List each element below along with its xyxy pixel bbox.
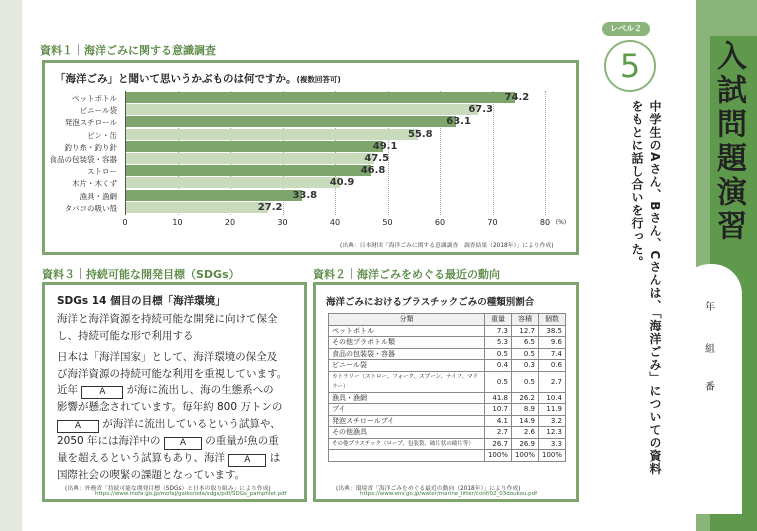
side-panel: [598, 0, 757, 531]
table-cell: 2.6: [511, 427, 538, 439]
table-cell: 10.7: [484, 404, 511, 416]
table-cell: 7.4: [538, 348, 565, 360]
prompt-text: 中学生のAさん、Bさん、Cさんは、「海洋ごみ」についての資料 をもとに話し合いを行った。: [630, 100, 662, 476]
category-label: ビン・缶: [87, 130, 117, 140]
table-cell: 14.9: [511, 415, 538, 427]
table-row: [329, 415, 566, 427]
plastic-table-box: [313, 282, 579, 502]
sdgs-url: https://www.mofa.go.jp/mofaj/gaiko/oda/sdgs/pdf/SDGs_pamphlet.pdf: [95, 491, 287, 497]
category-label: 釣り糸・釣り針: [64, 142, 117, 152]
table-cell: その他漁具: [329, 427, 485, 439]
table-header-cell: 重量: [484, 314, 511, 326]
number-label: 番: [705, 382, 715, 393]
exam-title: 入試問題演習: [711, 40, 746, 244]
table-cell: 10.4: [538, 392, 565, 404]
bar: [125, 92, 515, 103]
x-tick-label: 80: [539, 218, 551, 227]
sdgs-box: [42, 282, 307, 502]
table-row: [329, 371, 566, 392]
table-cell: 0.3: [511, 360, 538, 372]
table-cell: 26.9: [511, 438, 538, 450]
blank-a: A: [164, 437, 202, 450]
x-tick-label: 10: [172, 218, 183, 227]
category-label: ペットボトル: [72, 94, 117, 103]
table-row: [329, 392, 566, 404]
chart-source: (出典：日本財団「海洋ごみに関する意識調査 調査結果（2018年）」により作成): [340, 243, 554, 249]
table-row: [329, 348, 566, 360]
table-cell: 3.2: [538, 415, 565, 427]
table-cell: 38.5: [538, 325, 565, 337]
table-cell: ブイ: [329, 404, 485, 416]
table-cell: 26.7: [484, 438, 511, 450]
table-cell: 8.9: [511, 404, 538, 416]
category-label: ストロー: [87, 167, 117, 177]
table-cell: 100%: [484, 450, 511, 462]
bar-value-label: 63.1: [446, 116, 471, 128]
bar: [125, 190, 302, 201]
table-title: 海洋ごみにおけるプラスチックごみの種類別割合: [326, 297, 535, 308]
bar-value-label: 40.9: [329, 177, 355, 189]
bar-value-label: 55.8: [407, 128, 433, 140]
y-axis-line: [125, 91, 126, 215]
category-label: 木片・木くず: [72, 179, 117, 189]
resource-2-label: 資料２ 海洋ごみをめぐる最近の動向: [313, 268, 500, 281]
sdgs-source: (出典：外務省「持続可能な開発目標（SDGs）と日本の取り組み」により作成): [65, 486, 271, 492]
table-cell: 2.7: [484, 427, 511, 439]
x-tick-label: 40: [329, 218, 341, 227]
table-source: (出典：環境省「海洋ごみをめぐる最近の動向（2018年）」により作成): [336, 486, 521, 492]
table-cell: 3.3: [538, 438, 565, 450]
level-tab: レベル２: [602, 22, 650, 36]
table-cell: その他プラボトル類: [329, 337, 485, 349]
bar-value-label: 27.2: [257, 201, 283, 213]
bar: [125, 153, 374, 164]
bar: [125, 165, 371, 176]
blank-a: A: [57, 420, 99, 433]
table-cell: 食品の包装袋・容器: [329, 348, 485, 360]
table-row: [329, 404, 566, 416]
table-cell: 100%: [538, 450, 565, 462]
table-cell: 0.6: [538, 360, 565, 372]
bar-value-label: 46.8: [360, 165, 386, 177]
table-header-cell: 分類: [329, 314, 485, 326]
bar: [125, 129, 418, 140]
table-cell: カトラリー（ストロー、フォーク、スプーン、ナイフ、マドラー）: [329, 371, 485, 392]
x-tick-label: 70: [487, 218, 498, 227]
table-cell: 100%: [511, 450, 538, 462]
x-tick-label: 20: [224, 218, 236, 227]
blank-a: A: [228, 454, 266, 467]
table-cell: 0.5: [511, 371, 538, 392]
table-cell: 発泡スチロールブイ: [329, 415, 485, 427]
resource-3-label: 資料３ 持続可能な開発目標（SDGs）: [42, 268, 240, 281]
chart-title: 「海洋ごみ」と聞いて思いうかぶものは何ですか。(複数回答可): [55, 73, 341, 85]
table-cell: [329, 450, 485, 462]
x-tick-label: 30: [277, 218, 288, 227]
table-cell: 5.3: [484, 337, 511, 349]
table-row: [329, 450, 566, 462]
table-cell: 9.6: [538, 337, 565, 349]
table-header-cell: 個数: [538, 314, 565, 326]
bar: [125, 104, 478, 115]
sdgs-goal-text: 海洋と海洋資源を持続可能な開発に向けて保全 し、持続可能な形で利用する: [57, 313, 278, 342]
table-cell: 2.7: [538, 371, 565, 392]
x-tick-label: 50: [382, 218, 393, 227]
table-cell: 4.1: [484, 415, 511, 427]
table-cell: 0.4: [484, 360, 511, 372]
bar: [125, 116, 456, 127]
year-label: 年: [705, 302, 715, 313]
bar-value-label: 67.3: [468, 104, 493, 116]
category-label: 食品の包装袋・容器: [49, 155, 117, 164]
table-cell: 11.9: [538, 404, 565, 416]
x-tick-label: 0: [122, 218, 128, 227]
survey-chart-frame: [42, 60, 579, 255]
page-edge: [0, 0, 22, 531]
table-cell: ペットボトル: [329, 325, 485, 337]
category-label: タバコの吸い殻: [64, 203, 117, 213]
table-header-cell: 容積: [511, 314, 538, 326]
table-row: [329, 427, 566, 439]
sdgs-body-text: 日本は「海洋国家」として、海洋環境の保全及 び海洋資源の持続可能な利用を重視しています。 近年 A が海に流出し、海の生態系への 影響が懸念されています。毎年約 800 万トンの A が海洋に流出しているという試算や、 2050 年には海洋中の A の重量が魚の重 量を超えるという試算もあり、海洋 A は 国際社会の喫緊の課題となっています。: [57, 351, 288, 481]
table-cell: 12.3: [538, 427, 565, 439]
category-label: 漁具・漁網: [79, 191, 117, 201]
bar: [125, 202, 268, 213]
table-cell: 41.8: [484, 392, 511, 404]
sdgs-heading: SDGs 14 個目の目標「海洋環境」: [57, 295, 226, 307]
table-url: https://www.env.go.jp/water/marine_litter/conf/02_03doukou.pdf: [360, 491, 538, 497]
table-cell: 26.2: [511, 392, 538, 404]
blank-a: A: [81, 386, 123, 399]
table-cell: 12.7: [511, 325, 538, 337]
table-cell: 漁具・漁網: [329, 392, 485, 404]
table-cell: 6.5: [511, 337, 538, 349]
table-cell: 7.3: [484, 325, 511, 337]
class-label: 組: [705, 344, 715, 355]
question-number: 5: [604, 40, 656, 92]
bar: [125, 177, 340, 188]
resource-1-label: 資料１ 海洋ごみに関する意識調査: [40, 44, 216, 57]
table-row: [329, 438, 566, 450]
table-cell: その他プラスチック（ロープ、包装袋、破片状の破片等）: [329, 438, 485, 450]
table-cell: 0.5: [511, 348, 538, 360]
bar-value-label: 74.2: [504, 92, 530, 103]
category-label: 発泡スチロール: [64, 118, 117, 128]
bar-value-label: 49.1: [372, 140, 398, 152]
x-unit-label: (%): [555, 219, 567, 226]
table-row: [329, 337, 566, 349]
x-tick-label: 60: [434, 218, 446, 227]
bar-value-label: 33.8: [292, 189, 318, 201]
table-cell: ビニール袋: [329, 360, 485, 372]
bar: [125, 141, 383, 152]
category-label: ビニール袋: [79, 106, 117, 116]
table-cell: 0.5: [484, 348, 511, 360]
grid-line: [545, 91, 546, 215]
bar-value-label: 47.5: [364, 153, 390, 164]
table-row: [329, 360, 566, 372]
table-row: [329, 325, 566, 337]
plastic-type-table: [328, 313, 566, 462]
table-cell: 0.5: [484, 371, 511, 392]
